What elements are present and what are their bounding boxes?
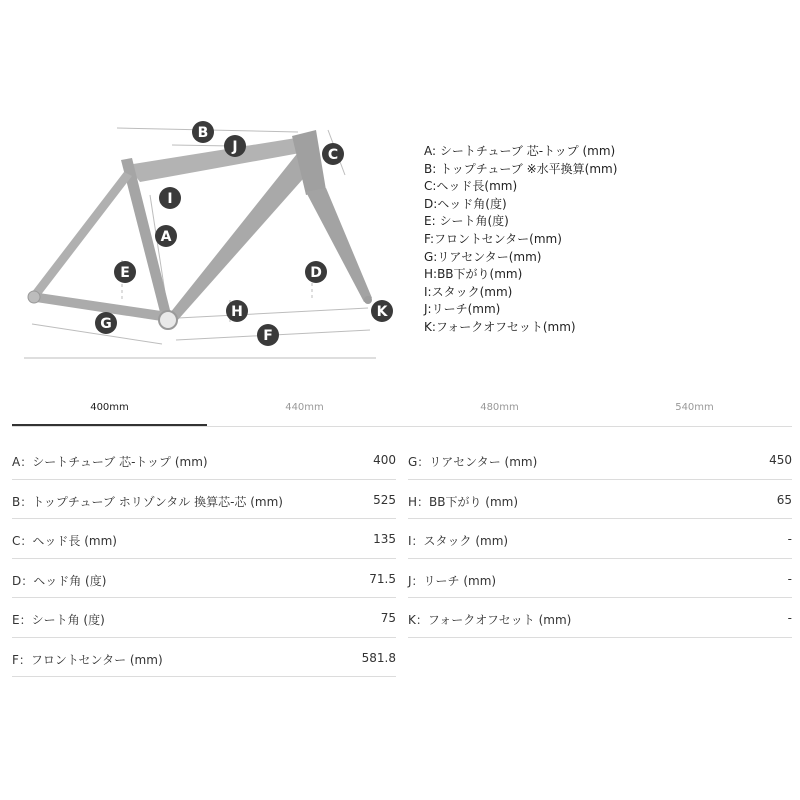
spec-value: - — [787, 611, 792, 625]
label-marker-c — [322, 143, 344, 165]
label-marker-j — [224, 135, 246, 157]
label-marker-g — [95, 312, 117, 334]
frame-geometry-diagram — [0, 0, 420, 370]
bike-frame — [28, 130, 372, 329]
legend-item: B: トップチューブ ※水平換算(mm) — [424, 161, 618, 176]
spec-row-g — [408, 440, 792, 480]
legend-item: E: シート角(度) — [424, 214, 509, 229]
spec-key: J：リーチ (mm) — [408, 573, 497, 588]
spec-value: - — [787, 571, 792, 586]
spec-row-h — [408, 480, 792, 520]
legend-item: K:フォークオフセット(mm) — [424, 319, 576, 334]
legend-item: H:BB下がり(mm) — [424, 267, 523, 282]
spec-key: I：スタック (mm) — [408, 534, 509, 548]
legend-item: D:ヘッド角(度) — [424, 196, 507, 211]
spec-key: B：トップチューブ ホリゾンタル 換算芯-芯 (mm) — [12, 494, 283, 509]
spec-key: E：シート角 (度) — [12, 613, 105, 627]
spec-value: 525 — [373, 492, 396, 507]
spec-value: 400 — [373, 453, 396, 467]
label-a-text: A — [160, 229, 172, 245]
tab-size-540[interactable]: 540mm — [675, 402, 714, 413]
label-i-text: I — [167, 191, 173, 207]
label-b-text: B — [197, 125, 209, 141]
legend-item: F:フロントセンター(mm) — [424, 231, 562, 246]
spec-row-b — [12, 480, 396, 520]
legend-item: C:ヘッド長(mm) — [424, 179, 518, 194]
label-g-text: G — [100, 316, 112, 332]
label-marker-a — [155, 225, 177, 247]
spec-row-f — [12, 638, 396, 678]
geometry-legend — [424, 143, 617, 337]
spec-table-right — [408, 440, 792, 638]
spec-value: - — [787, 532, 792, 546]
spec-row-j — [408, 559, 792, 599]
spec-row-e — [12, 598, 396, 638]
label-c-text: C — [327, 147, 339, 163]
spec-value: 71.5 — [369, 571, 396, 586]
spec-row-c — [12, 519, 396, 559]
legend-item: G:リアセンター(mm) — [424, 249, 542, 264]
spec-key: F：フロントセンター (mm) — [12, 652, 163, 667]
spec-row-d — [12, 559, 396, 599]
spec-key: A：シートチューブ 芯-トップ (mm) — [12, 455, 208, 469]
spec-key: K：フォークオフセット (mm) — [408, 613, 572, 627]
label-e-text: E — [120, 265, 130, 281]
tab-size-440[interactable]: 440mm — [285, 402, 324, 413]
label-d-text: D — [310, 265, 322, 281]
label-f-text: F — [263, 328, 273, 344]
spec-value: 450 — [769, 453, 792, 467]
spec-key: G：リアセンター (mm) — [408, 455, 538, 469]
label-marker-k — [371, 300, 393, 322]
label-marker-b — [192, 121, 214, 143]
label-marker-f — [257, 324, 279, 346]
label-h-text: H — [231, 304, 243, 320]
spec-value: 75 — [380, 611, 396, 625]
spec-value: 135 — [373, 532, 396, 546]
label-j-text: J — [232, 139, 238, 155]
legend-item: A: シートチューブ 芯-トップ (mm) — [424, 144, 616, 158]
spec-key: D：ヘッド角 (度) — [12, 573, 107, 588]
label-marker-e — [114, 261, 136, 283]
spec-key: H：BB下がり (mm) — [408, 494, 519, 509]
label-marker-h — [226, 300, 248, 322]
spec-row-k — [408, 598, 792, 638]
label-marker-d — [305, 261, 327, 283]
spec-table-left — [12, 440, 396, 677]
spec-row-i — [408, 519, 792, 559]
tab-size-400[interactable]: 400mm — [12, 396, 207, 426]
spec-value: 581.8 — [361, 650, 396, 665]
size-tabs — [12, 396, 792, 427]
legend-item: J:リーチ(mm) — [424, 302, 501, 317]
spec-row-a — [12, 440, 396, 480]
tab-size-480[interactable]: 480mm — [480, 402, 519, 413]
label-marker-i — [159, 187, 181, 209]
spec-value: 65 — [776, 492, 792, 507]
legend-item: I:スタック(mm) — [424, 284, 513, 299]
spec-key: C：ヘッド長 (mm) — [12, 534, 117, 548]
label-k-text: K — [376, 304, 388, 320]
